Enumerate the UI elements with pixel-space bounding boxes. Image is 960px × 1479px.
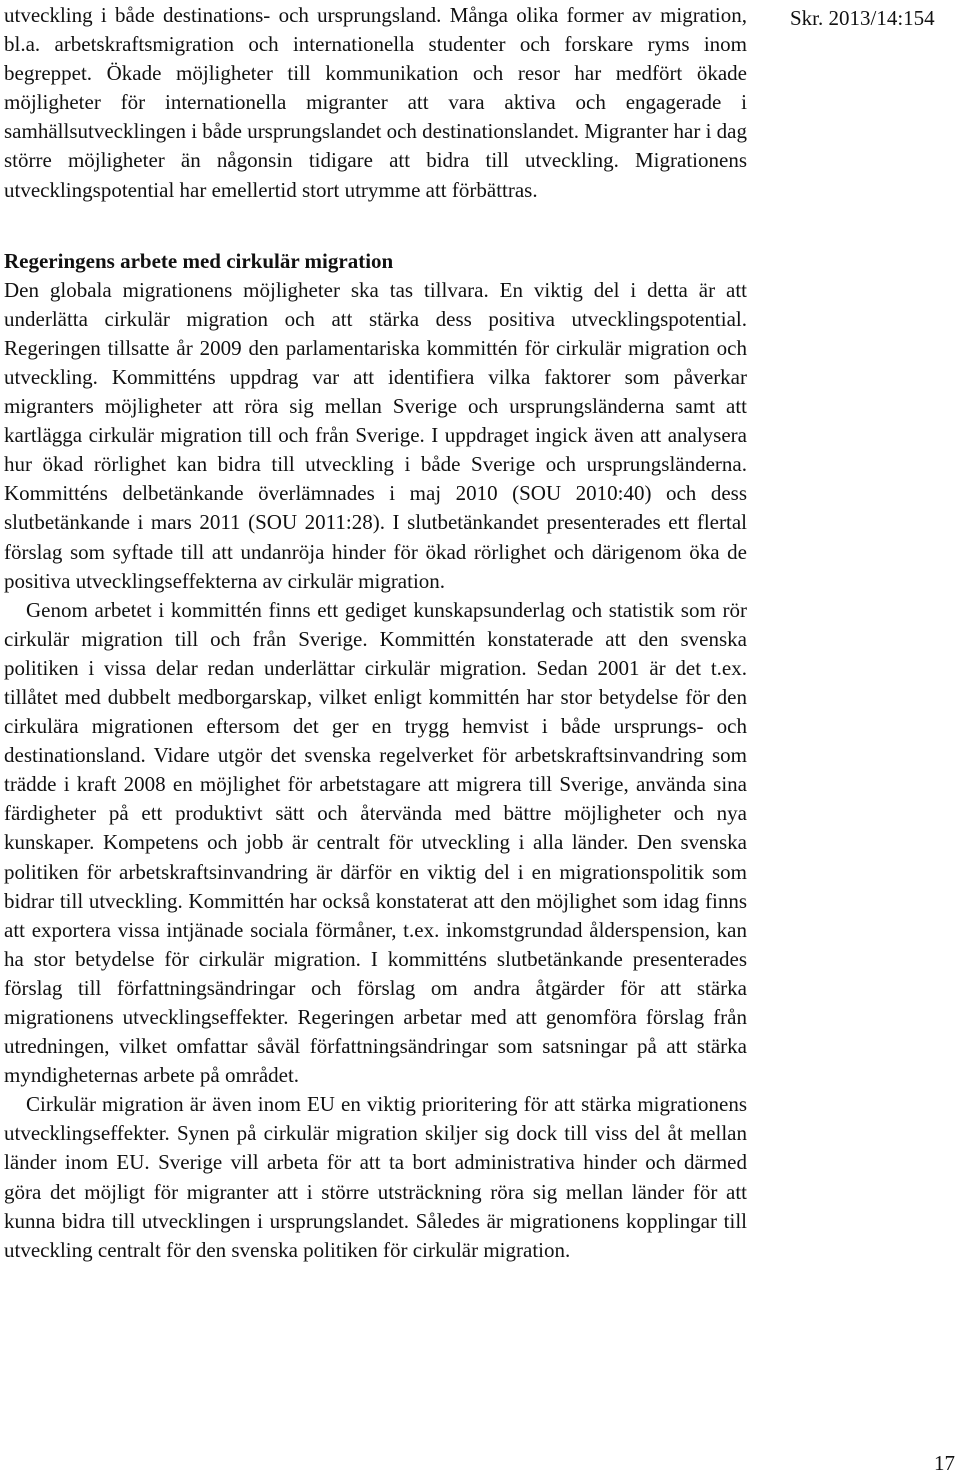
paragraph-3: Cirkulär migration är även inom EU en viktig prioritering för att stärka migrationens utvecklingseffekter. Synen på cirkulär migration skiljer sig dock till viss del åt mellan länder inom EU. Sverige vill arbeta för att ta bort administrativa hinder och därmed göra det möjligt för migranter att i större utsträckning röra sig mellan länder för att kunna bidra till utvecklingen i ursprungslandet. Således är migrationens kopplingar till utveckling centralt för den svenska politiken för cirkulär migration. (4, 1092, 747, 1262)
paragraph-2: Genom arbetet i kommittén finns ett gediget kunskapsunderlag och statistik som rör cirkulär migration till och från Sverige. Kommittén konstaterade att den svenska politiken i vissa delar redan underlättar cirkulär migration. Sedan 2001 är det t.ex. tillåtet med dubbelt medborgarskap, vilket enligt kommittén har stor betydelse för den cirkulära migrationen eftersom det ger en trygg hemvist i både ursprungs- och destinationsland. Vidare utgör det svenska regelverket för arbetskraftsinvandring som trädde i kraft 2008 en möjlighet för arbetstagare att migrera till Sverige, använda sina färdigheter på ett produktivt sätt och återvända med bättre möjligheter och nya kunskaper. Kompetens och jobb är centralt för utveckling i alla länder. Den svenska politiken för arbetskraftsinvandring är därför en viktig del i en migrationspolitik som bidrar till utveckling. Kommittén har också konstaterat att den möjlighet som idag finns att exportera vissa intjänade sociala förmåner, t.ex. inkomstgrundad ålderspension, kan ha stor betydelse för cirkulär migration. I kommitténs slutbetänkande presenterades förslag till författningsändringar och förslag om andra åtgärder för att stärka migrationens utvecklingseffekter. Regeringen arbetar med att genomföra förslag från utredningen, vilket omfattar såväl författningsändringar som satsningar på att stärka myndigheternas arbete på området. (4, 597, 747, 1088)
page-number: 17 (934, 1451, 955, 1475)
document-reference: Skr. 2013/14:154 (790, 6, 935, 30)
section-heading: Regeringens arbete med cirkulär migration (4, 248, 394, 273)
body-text (4, 1, 747, 1265)
paragraph-1: Den globala migrationens möjligheter ska tas tillvara. En viktig del i detta är att underlätta cirkulär migration och att stärka dess positiva utvecklingspotential. Regeringen tillsatte år 2009 den parlamentariska kommittén för cirkulär migration och utveckling. Kommitténs uppdrag var att identifiera vilka faktorer som påverkar migranters möjligheter att röra sig mellan Sverige och ursprungsländerna samt att kartlägga cirkulär migration till och från Sverige. I uppdraget ingick även att analysera hur ökad rörlighet kan bidra till utveckling i både Sverige och ursprungsländerna. Kommitténs delbetänkande överlämnades i maj 2010 (SOU 2010:40) och dess slutbetänkande i mars 2011 (SOU 2011:28). I slutbetänkandet presenterades ett flertal förslag som syftade till att undanröja hinder för ökad rörlighet och därigenom öka de positiva utvecklingseffekterna av cirkulär migration. (4, 277, 747, 593)
intro-paragraph: utveckling i både destinations- och ursprungsland. Många olika former av migration, bl.a. arbetskraftsmigration och internationella studenter och forskare ryms inom begreppet. Ökade möjligheter till kommunikation och resor har medfört ökade möjligheter för internationella migranter att vara aktiva och engagerade i samhällsutvecklingen i både ursprungslandet och destinationslandet. Migranter har i dag större möjligheter än någonsin tidigare att bidra till utveckling. Migrationens utvecklingspotential har emellertid stort utrymme att förbättras. (4, 3, 747, 202)
